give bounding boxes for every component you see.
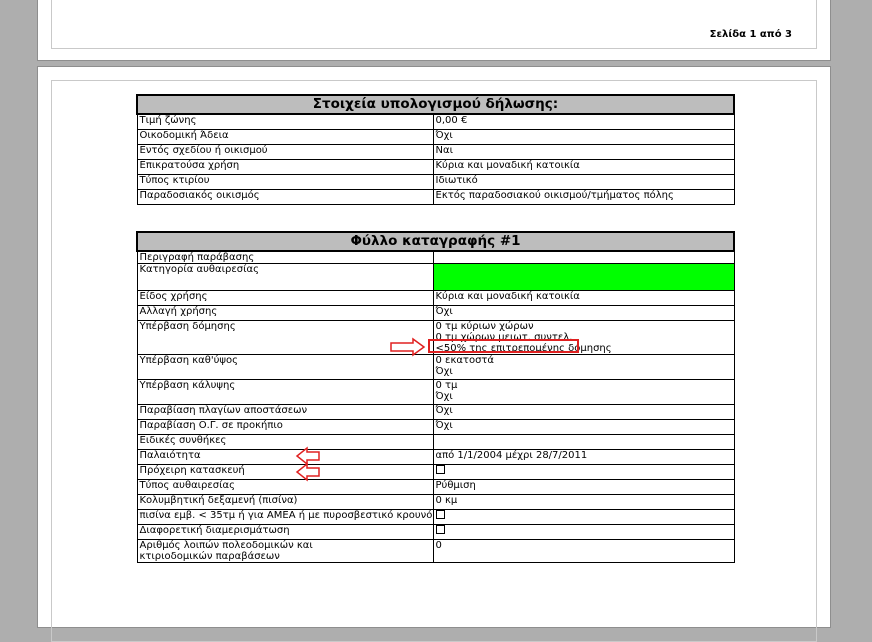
calculation-table-title: Στοιχεία υπολογισμού δήλωσης: (137, 95, 734, 114)
row-label: Τιμή ζώνης (137, 114, 433, 130)
pdf-page-1 (38, 0, 830, 60)
row-label: Κατηγορία αυθαιρεσίας (137, 264, 433, 291)
row-value: 0 κμ (433, 495, 734, 510)
row-value: από 1/1/2004 μέχρι 28/7/2011 (433, 450, 734, 465)
row-label: Τύπος κτιρίου (137, 175, 433, 190)
table-row (137, 435, 734, 450)
table-row (137, 264, 734, 291)
row-value (433, 251, 734, 264)
table-row (137, 480, 734, 495)
table-row (137, 145, 734, 160)
row-label: Περιγραφή παράβασης (137, 251, 433, 264)
row-label: Παραβίαση Ο.Γ. σε προκήπιο (137, 420, 433, 435)
row-value (433, 465, 734, 480)
row-label: Παραβίαση πλαγίων αποστάσεων (137, 405, 433, 420)
row-value: 0 εκατοστά Όχι (433, 355, 734, 380)
row-label: πισίνα εμβ. < 35τμ ή για ΑΜΕΑ ή με πυροσβεστικό κρουνό (137, 510, 433, 525)
table-row (137, 321, 734, 355)
row-value: Όχι (433, 130, 734, 145)
row-value (433, 525, 734, 540)
row-label: Κολυμβητική δεξαμενή (πισίνα) (137, 495, 433, 510)
row-label: Ειδικές συνθήκες (137, 435, 433, 450)
page-number-label: Σελίδα 1 από 3 (709, 29, 792, 40)
table-row (137, 510, 734, 525)
row-label: Υπέρβαση κάλυψης (137, 380, 433, 405)
row-label: Πρόχειρη κατασκευή (137, 465, 433, 480)
table-row (137, 306, 734, 321)
table-row (137, 420, 734, 435)
row-label: Αλλαγή χρήσης (137, 306, 433, 321)
row-value (433, 435, 734, 450)
row-label: Αριθμός λοιπών πολεοδομικών και κτιριοδομικών παραβάσεων (137, 540, 433, 563)
record-table-title: Φύλλο καταγραφής #1 (137, 232, 734, 251)
row-label: Τύπος αυθαιρεσίας (137, 480, 433, 495)
row-value: Όχι (433, 405, 734, 420)
table-row (137, 291, 734, 306)
row-value: Ναι (433, 145, 734, 160)
table-row (137, 160, 734, 175)
table-row (137, 190, 734, 205)
row-label: Παραδοσιακός οικισμός (137, 190, 433, 205)
row-value: 0 (433, 540, 734, 563)
row-label: Οικοδομική Άδεια (137, 130, 433, 145)
table-row (137, 450, 734, 465)
table-row (137, 405, 734, 420)
table-row (137, 175, 734, 190)
row-label: Παλαιότητα (137, 450, 433, 465)
row-value: Όχι (433, 306, 734, 321)
row-value: Κύρια και μοναδική κατοικία (433, 160, 734, 175)
row-value: 0 τμ Όχι (433, 380, 734, 405)
page-1-frame (51, 0, 817, 49)
row-label: Εντός σχεδίου ή οικισμού (137, 145, 433, 160)
table-row (137, 251, 734, 264)
checkbox-icon (436, 465, 445, 474)
checkbox-icon (436, 525, 445, 534)
row-label: Υπέρβαση δόμησης (137, 321, 433, 355)
table-row (137, 380, 734, 405)
table-row (137, 355, 734, 380)
table-row (137, 495, 734, 510)
table-row (137, 525, 734, 540)
table-row (137, 130, 734, 145)
row-value: Όχι (433, 420, 734, 435)
row-value: Ιδιωτικό (433, 175, 734, 190)
row-label: Επικρατούσα χρήση (137, 160, 433, 175)
category-color-cell (433, 264, 734, 291)
row-value: Ρύθμιση (433, 480, 734, 495)
row-value: Κύρια και μοναδική κατοικία (433, 291, 734, 306)
checkbox-icon (436, 510, 445, 519)
row-value: Εκτός παραδοσιακού οικισμού/τμήματος πόλης (433, 190, 734, 205)
row-label: Διαφορετική διαμερισμάτωση (137, 525, 433, 540)
calculation-data-table (136, 94, 735, 205)
table-row (137, 114, 734, 130)
record-sheet-table (136, 231, 735, 563)
row-value: 0,00 € (433, 114, 734, 130)
row-label: Υπέρβαση καθ'ύψος (137, 355, 433, 380)
table-row (137, 465, 734, 480)
table-row (137, 540, 734, 563)
row-value: 0 τμ κύριων χώρων 0 τμ χώρων μειωτ. συντελ. <50% της επιτρεπομένης δόμησης (433, 321, 734, 355)
row-value (433, 510, 734, 525)
row-label: Είδος χρήσης (137, 291, 433, 306)
